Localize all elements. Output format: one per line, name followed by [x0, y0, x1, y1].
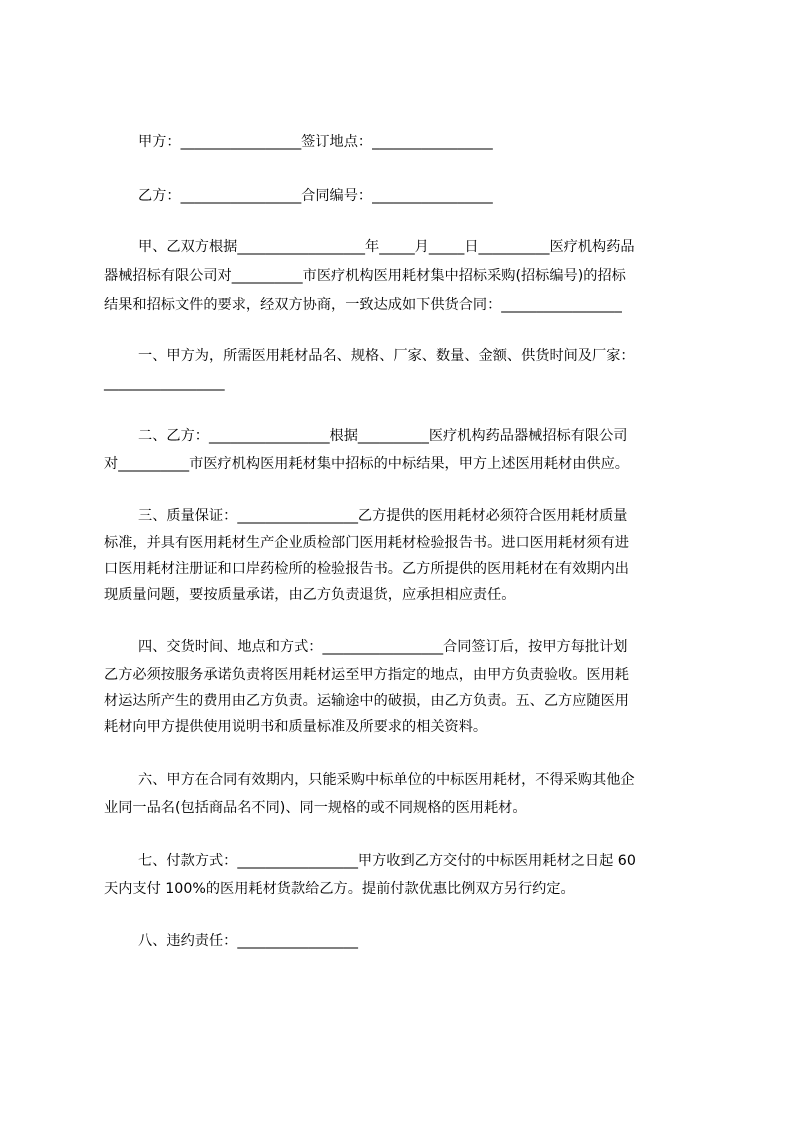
clause-line: 四、交货时间、地点和方式：_________________合同签订后，按甲方每批计划	[138, 639, 628, 655]
clause-line: 标准，并具有医用耗材生产企业质检部门医用耗材检验报告书。进口医用耗材须有进	[104, 535, 629, 551]
clause-line: 业同一品名(包括商品名不同)、同一规格的或不同规格的医用耗材。	[104, 800, 527, 816]
intro-line: 结果和招标文件的要求，经双方协商，一致达成如下供货合同：_________________	[104, 297, 622, 313]
clause-line: 口医用耗材注册证和口岸药检所的检验报告书。乙方所提供的医用耗材在有效期内出	[104, 561, 629, 577]
clause-line: 三、质量保证：_________________乙方提供的医用耗材必须符合医用耗材质量	[138, 508, 628, 524]
clause-line: 一、甲方为，所需医用耗材品名、规格、厂家、数量、金额、供货时间及厂家：	[138, 348, 635, 364]
clause-line: 六、甲方在合同有效期内，只能采购中标单位的中标医用耗材，不得采购其他企	[138, 772, 635, 788]
header-party-a: 甲方：_________________签订地点：_________________	[138, 134, 493, 150]
clause-line: 材运达所产生的费用由乙方负责。运输途中的破损，由乙方负责。五、乙方应随医用	[104, 693, 629, 709]
intro-line: 器械招标有限公司对__________市医疗机构医用耗材集中招标采购(招标编号)的招标	[104, 268, 626, 284]
clause-line: 天内支付 100%的医用耗材货款给乙方。提前付款优惠比例双方另行约定。	[104, 881, 575, 897]
intro-line: 甲、乙双方根据__________________年_____月_____日__________医疗机构药品	[138, 239, 635, 255]
clause-line: 二、乙方：_________________根据__________医疗机构药品器械招标有限公司	[138, 428, 628, 444]
clause-line: 耗材向甲方提供使用说明书和质量标准及所要求的相关资料。	[104, 719, 488, 735]
clause-line: 乙方必须按服务承诺负责将医用耗材运至甲方指定的地点，由甲方负责验收。医用耗	[104, 667, 629, 683]
clause-line: 对__________市医疗机构医用耗材集中招标的中标结果，甲方上述医用耗材由供应。	[104, 456, 629, 472]
header-party-b: 乙方：_________________合同编号：_________________	[138, 188, 493, 204]
clause-line: 七、付款方式：_________________甲方收到乙方交付的中标医用耗材之日起 60	[138, 853, 636, 869]
clause-line: 现质量问题，要按质量承诺，由乙方负责退货，应承担相应责任。	[104, 587, 516, 603]
clause-line: _________________	[104, 375, 225, 391]
clause-line: 八、违约责任：_________________	[138, 933, 358, 949]
